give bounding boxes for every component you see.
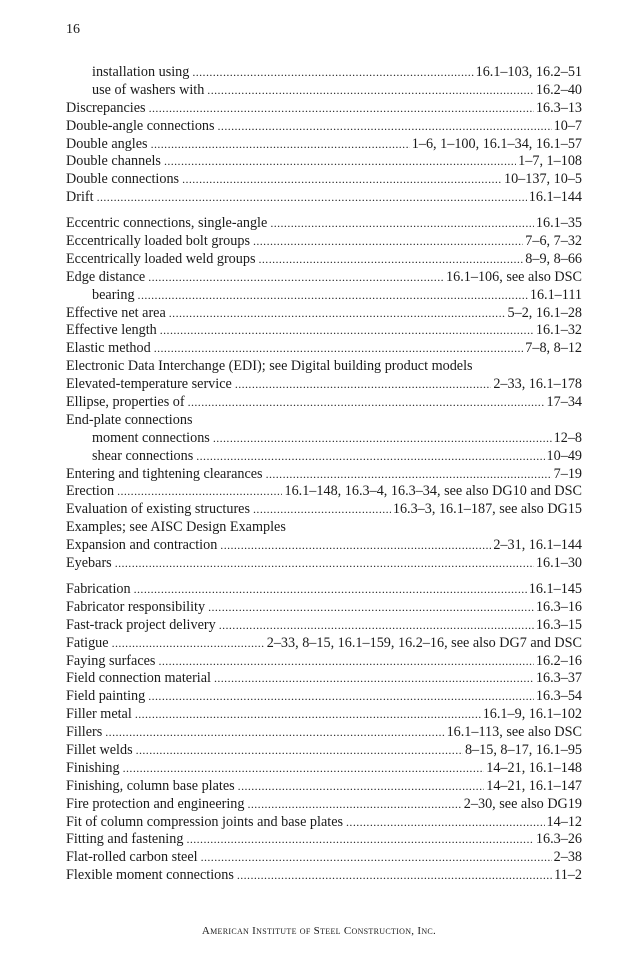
entry-term: Entering and tightening clearances	[66, 465, 263, 482]
entry-page-refs: 16.1–111	[529, 286, 582, 303]
entry-term: installation using	[92, 64, 190, 80]
entry-page-refs: 1–6, 1–100, 16.1–34, 16.1–57	[411, 135, 582, 152]
entry-page-refs: 16.3–13	[535, 99, 582, 116]
entry-page-refs: 2–38	[553, 849, 582, 866]
dot-leader	[134, 581, 527, 599]
dot-leader	[182, 171, 502, 189]
dot-leader	[192, 64, 473, 82]
entry-term: Edge distance	[66, 268, 146, 285]
index-entry	[66, 653, 582, 671]
entry-page-refs: 16.1–30	[535, 555, 582, 572]
entry-term: Fabrication	[66, 580, 131, 597]
entry-page-refs: 10–137, 10–5	[503, 171, 582, 188]
dot-leader	[148, 269, 444, 287]
entry-page-refs: 16.3–15	[535, 616, 582, 633]
entry-page-refs: 7–8, 8–12	[525, 340, 582, 357]
entry-term: Fillet welds	[66, 741, 133, 758]
index-entry	[66, 796, 582, 814]
index-subentry	[66, 82, 582, 100]
dot-leader	[219, 617, 534, 635]
index-entry	[66, 189, 582, 207]
index-entry	[66, 742, 582, 760]
entry-term: Flexible moment connections	[66, 867, 234, 884]
entry-term: Flat-rolled carbon steel	[66, 849, 198, 866]
entry-page-refs: 10–7	[553, 117, 582, 134]
entry-page-refs: 1–7, 1–108	[518, 153, 582, 170]
entry-term: Double connections	[66, 171, 180, 188]
entry-term: shear connections	[92, 447, 194, 464]
index-entry	[66, 412, 582, 430]
dot-leader	[158, 653, 533, 671]
entry-page-refs: 16.1–32	[535, 322, 582, 339]
entry-page-refs: 16.3–37	[535, 670, 582, 687]
dot-leader	[214, 670, 534, 688]
index-entry	[66, 501, 582, 519]
index-entry	[66, 466, 582, 484]
index-entry	[66, 599, 582, 617]
index-entry	[66, 233, 582, 251]
entry-page-refs: 5–2, 16.1–28	[507, 304, 582, 321]
entry-page-refs: 16.2–40	[535, 81, 582, 98]
index-entry	[66, 153, 582, 171]
entry-term: Field painting	[66, 688, 146, 705]
index-entry	[66, 322, 582, 340]
entry-term: Electronic Data Interchange (EDI); see Digital building product models	[66, 358, 473, 375]
index-entry	[66, 100, 582, 118]
entry-page-refs: 2–33, 16.1–178	[493, 376, 582, 393]
entry-page-refs: 16.1–106, see also DSC	[446, 268, 582, 285]
dot-leader	[105, 724, 444, 742]
dot-leader	[149, 100, 534, 118]
dot-leader	[112, 635, 265, 653]
dot-leader	[237, 867, 552, 885]
index-entry	[66, 136, 582, 154]
entry-term: Expansion and contraction	[66, 537, 218, 554]
dot-leader	[115, 555, 534, 573]
entry-page-refs: 8–9, 8–66	[525, 250, 582, 267]
entry-page-refs: 16.3–54	[535, 688, 582, 705]
dot-leader	[247, 796, 461, 814]
entry-term: Double channels	[66, 153, 161, 170]
index-entry	[66, 706, 582, 724]
entry-term: Field connection material	[66, 670, 211, 687]
dot-leader	[138, 287, 528, 305]
dot-leader	[253, 233, 523, 251]
entry-term: Filler metal	[66, 706, 132, 723]
index-entry	[66, 118, 582, 136]
entry-term: Fitting and fastening	[66, 831, 184, 848]
entry-page-refs: 14–21, 16.1–147	[486, 777, 582, 794]
entry-page-refs: 7–6, 7–32	[525, 233, 582, 250]
entry-term: Fire protection and engineering	[66, 795, 245, 812]
dot-leader	[154, 340, 524, 358]
index-entry	[66, 555, 582, 573]
dot-leader	[135, 706, 481, 724]
entry-term: Fast-track project delivery	[66, 616, 216, 633]
entry-page-refs: 11–2	[554, 867, 582, 884]
entry-page-refs: 16.1–145	[528, 580, 582, 597]
index-group	[66, 64, 582, 207]
index-list	[66, 64, 582, 885]
dot-leader	[97, 189, 527, 207]
entry-page-refs: 14–21, 16.1–148	[486, 759, 582, 776]
entry-page-refs: 16.1–144	[528, 189, 582, 206]
index-entry	[66, 688, 582, 706]
entry-term: Fit of column compression joints and base plates	[66, 813, 344, 830]
page-footer: American Institute of Steel Construction, Inc.	[201, 925, 437, 937]
index-entry	[66, 760, 582, 778]
dot-leader	[213, 430, 552, 448]
dot-leader	[148, 688, 534, 706]
entry-term: Faying surfaces	[66, 652, 156, 669]
entry-term: Elastic method	[66, 340, 151, 357]
entry-page-refs: 16.3–26	[535, 831, 582, 848]
entry-page-refs: 16.3–16	[535, 598, 582, 615]
entry-page-refs: 16.1–35	[535, 215, 582, 232]
index-entry	[66, 814, 582, 832]
dot-leader	[208, 599, 534, 617]
dot-leader	[117, 483, 282, 501]
page-number: 16	[66, 22, 80, 37]
entry-term: Effective net area	[66, 304, 166, 321]
index-group	[66, 581, 582, 885]
entry-page-refs: 16.1–103, 16.2–51	[475, 64, 582, 80]
entry-page-refs: 14–12	[546, 813, 582, 830]
dot-leader	[259, 251, 524, 269]
dot-leader	[188, 394, 545, 412]
entry-page-refs: 17–34	[546, 394, 582, 411]
entry-page-refs: 7–19	[553, 465, 582, 482]
index-entry	[66, 537, 582, 555]
entry-term: Double angles	[66, 135, 148, 152]
index-entry	[66, 519, 582, 537]
dot-leader	[160, 322, 534, 340]
index-entry	[66, 483, 582, 501]
index-entry	[66, 376, 582, 394]
index-entry	[66, 849, 582, 867]
index-entry	[66, 724, 582, 742]
entry-term: Fabricator responsibility	[66, 598, 206, 615]
index-entry	[66, 670, 582, 688]
entry-term: bearing	[92, 286, 135, 303]
index-entry	[66, 251, 582, 269]
entry-term: End-plate connections	[66, 411, 193, 428]
index-entry	[66, 831, 582, 849]
dot-leader	[164, 153, 516, 171]
dot-leader	[196, 448, 544, 466]
entry-page-refs: 10–49	[546, 447, 582, 464]
entry-term: Eccentrically loaded weld groups	[66, 250, 256, 267]
dot-leader	[270, 215, 534, 233]
index-group	[66, 215, 582, 573]
entry-term: Double-angle connections	[66, 117, 215, 134]
entry-term: Effective length	[66, 322, 157, 339]
entry-term: Finishing	[66, 759, 120, 776]
dot-leader	[253, 501, 391, 519]
dot-leader	[169, 305, 506, 323]
index-entry	[66, 778, 582, 796]
entry-page-refs: 16.1–9, 16.1–102	[482, 706, 582, 723]
entry-term: Finishing, column base plates	[66, 777, 235, 794]
entry-term: moment connections	[92, 429, 210, 446]
index-entry	[66, 305, 582, 323]
entry-page-refs: 8–15, 8–17, 16.1–95	[464, 741, 582, 758]
entry-page-refs: 2–33, 8–15, 16.1–159, 16.2–16, see also DG7 and DSC	[266, 634, 582, 651]
entry-page-refs: 2–31, 16.1–144	[493, 537, 582, 554]
dot-leader	[151, 136, 410, 154]
index-entry	[66, 635, 582, 653]
entry-term: Eyebars	[66, 555, 112, 572]
entry-term: Elevated-temperature service	[66, 376, 232, 393]
entry-term: Discrepancies	[66, 99, 146, 116]
entry-term: Eccentrically loaded bolt groups	[66, 233, 250, 250]
index-entry	[66, 867, 582, 885]
entry-term: Fillers	[66, 724, 103, 741]
dot-leader	[123, 760, 485, 778]
dot-leader	[266, 466, 552, 484]
dot-leader	[346, 814, 545, 832]
entry-term: Drift	[66, 189, 94, 206]
dot-leader	[186, 831, 533, 849]
dot-leader	[136, 742, 463, 760]
index-entry	[66, 617, 582, 635]
index-subentry	[66, 448, 582, 466]
entry-page-refs: 16.1–148, 16.3–4, 16.3–34, see also DG10 and DSC	[284, 483, 582, 500]
dot-leader	[220, 537, 491, 555]
entry-term: Examples; see AISC Design Examples	[66, 519, 286, 536]
dot-leader	[235, 376, 492, 394]
entry-term: Eccentric connections, single-angle	[66, 215, 268, 232]
index-subentry	[66, 430, 582, 448]
index-entry	[66, 269, 582, 287]
index-subentry	[66, 287, 582, 305]
index-entry	[66, 340, 582, 358]
dot-leader	[201, 849, 552, 867]
entry-term: Ellipse, properties of	[66, 394, 185, 411]
dot-leader	[218, 118, 552, 136]
index-entry	[66, 215, 582, 233]
entry-term: Evaluation of existing structures	[66, 501, 251, 518]
dot-leader	[207, 82, 534, 100]
index-entry	[66, 358, 582, 376]
index-entry	[66, 581, 582, 599]
entry-term: use of washers with	[92, 81, 205, 98]
entry-term: Fatigue	[66, 634, 109, 651]
index-subentry	[66, 64, 582, 82]
entry-page-refs: 16.3–3, 16.1–187, see also DG15	[392, 501, 582, 518]
entry-page-refs: 16.1–113, see also DSC	[446, 724, 582, 741]
entry-term: Erection	[66, 483, 115, 500]
index-entry	[66, 171, 582, 189]
entry-page-refs: 2–30, see also DG19	[463, 795, 582, 812]
index-entry	[66, 394, 582, 412]
dot-leader	[238, 778, 485, 796]
entry-page-refs: 16.2–16	[535, 652, 582, 669]
entry-page-refs: 12–8	[553, 429, 582, 446]
